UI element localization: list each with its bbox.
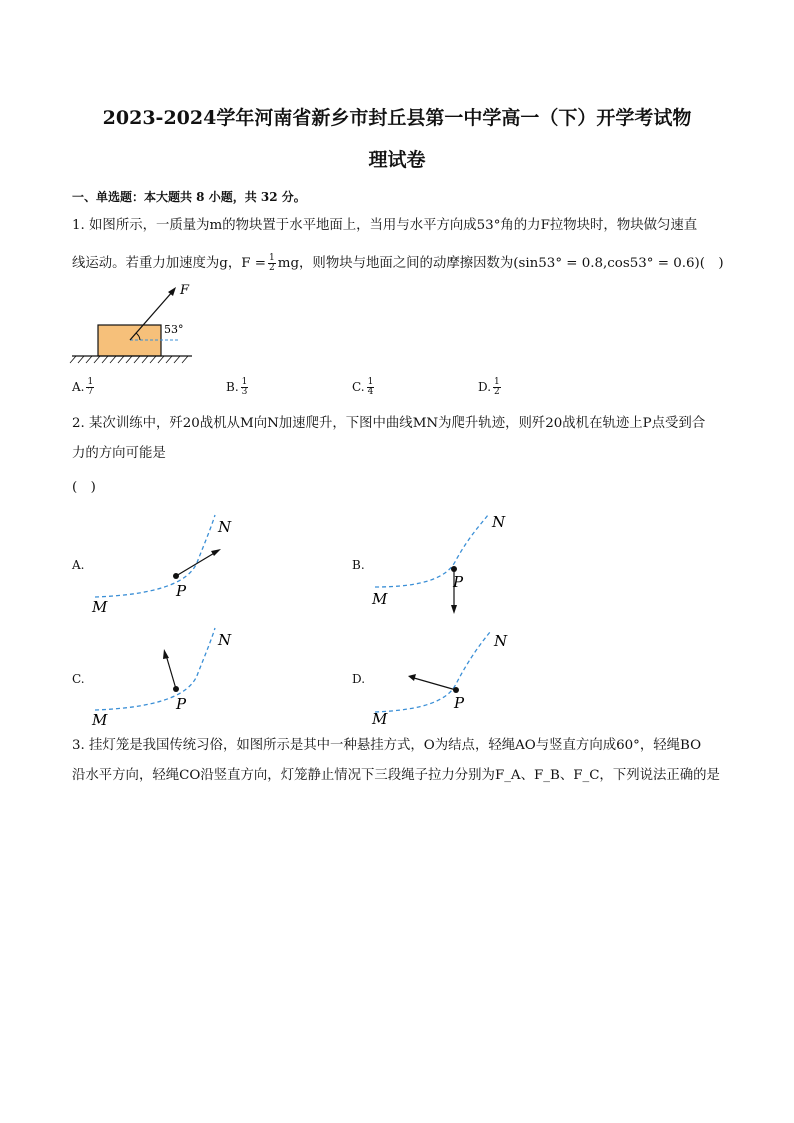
q1-option-a[interactable]: A. $\frac{1}{7}$: [72, 377, 94, 397]
q1-text-line2-a: 线运动。若重力加速度为g，F =: [72, 256, 267, 271]
q1-option-b[interactable]: B. $\frac{1}{3}$: [226, 377, 248, 397]
q2a-label-n: N: [218, 518, 232, 536]
q1-force-label: F: [180, 283, 190, 298]
q2d-label-p: P: [454, 694, 465, 712]
q2c-trajectory: [95, 628, 215, 710]
q2-text-line3: ( ): [72, 480, 96, 495]
q2b-trajectory: [375, 515, 488, 587]
q2-option-c[interactable]: C.: [72, 672, 85, 686]
q2a-label-m: M: [92, 598, 108, 616]
q2-option-b[interactable]: B.: [352, 558, 365, 572]
q2-figure-c: [90, 628, 250, 728]
q1-figure: [70, 280, 200, 370]
q2-text-line1: 2. 某次训练中，歼20战机从M向N加速爬升，下图中曲线MN为爬升轨迹，则歼20战机在轨迹上P点受到合: [72, 416, 706, 431]
q2d-label-n: N: [494, 632, 508, 650]
q2b-label-n: N: [492, 513, 506, 531]
q2d-label-m: M: [372, 710, 388, 728]
q1-ground-hatching: [70, 356, 188, 363]
q1-option-d[interactable]: D. $\frac{1}{2}$: [478, 377, 500, 397]
q2a-arrowhead: [211, 549, 221, 556]
section-heading: 一、单选题：本大题共 8 小题，共 32 分。: [72, 190, 306, 204]
q2-option-d[interactable]: D.: [352, 672, 366, 686]
q2-figure-d: [370, 632, 530, 732]
q2c-label-m: M: [92, 711, 108, 729]
q3-text-line2: 沿水平方向，轻绳CO沿竖直方向，灯笼静止情况下三段绳子拉力分别为F_A、F_B、F_C，下列说法正确的是: [72, 768, 720, 783]
q2b-label-p: P: [453, 573, 464, 591]
q2-figure-a: [90, 515, 250, 615]
exam-title-line1: 2023-2024学年河南省新乡市封丘县第一中学高一（下）开学考试物: [102, 107, 692, 129]
q2c-label-p: P: [176, 695, 187, 713]
q2a-label-p: P: [176, 582, 187, 600]
q2b-label-m: M: [372, 590, 388, 608]
q2-text-line2: 力的方向可能是: [72, 446, 166, 461]
q2c-force-arrow: [166, 655, 176, 689]
q2d-arrowhead: [408, 674, 416, 681]
q1-option-c[interactable]: C. $\frac{1}{4}$: [352, 377, 374, 397]
q2d-trajectory: [375, 632, 490, 712]
q1-text-line2-b: mg，则物块与地面之间的动摩擦因数为(sin53° = 0.8,cos53° = 0.6)( ): [277, 256, 724, 271]
q1-text-line1: 1. 如图所示，一质量为m的物块置于水平地面上，当用与水平方向成53°角的力F拉物块时，物块做匀速直: [72, 218, 698, 233]
q2d-force-arrow: [414, 678, 456, 690]
q1-fraction: $\frac{1}{2}$: [269, 253, 275, 273]
q1-text-line2: [72, 254, 724, 274]
q2a-force-arrow: [176, 552, 216, 576]
exam-title-line2: 理试卷: [368, 149, 426, 171]
q2-figure-b: [370, 515, 530, 625]
q2b-arrowhead: [451, 605, 457, 614]
q3-text-line1: 3. 挂灯笼是我国传统习俗，如图所示是其中一种悬挂方式，O为结点，轻绳AO与竖直方向成60°，轻绳BO: [72, 738, 702, 753]
q2-option-a[interactable]: A.: [72, 558, 85, 572]
q1-angle-label: 53°: [164, 323, 184, 336]
q2a-trajectory: [95, 515, 215, 597]
q2c-arrowhead: [163, 649, 169, 659]
q2c-label-n: N: [218, 631, 232, 649]
